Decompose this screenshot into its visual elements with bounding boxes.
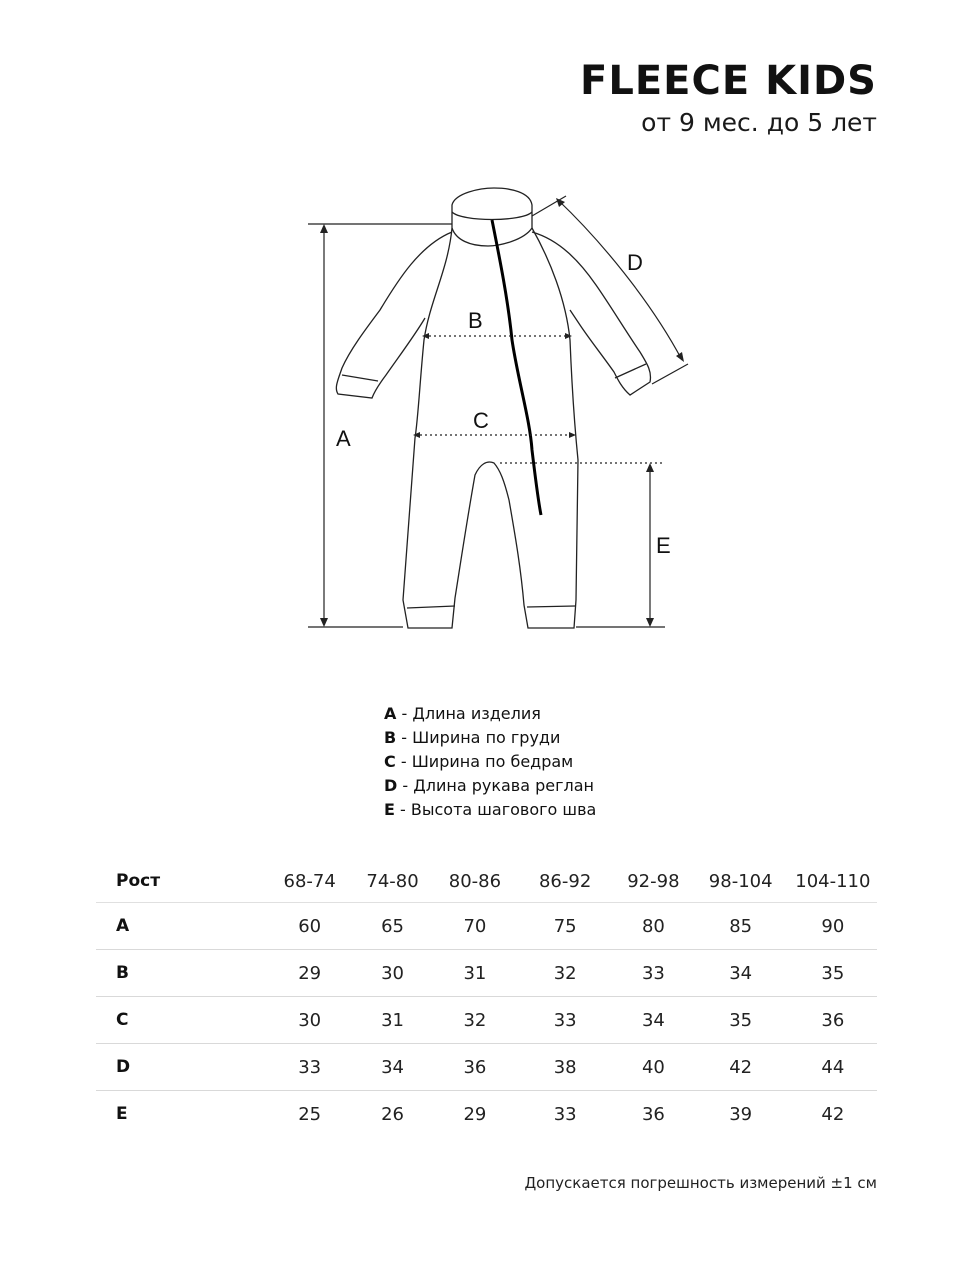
table-cell: 29 (463, 1103, 487, 1125)
jumpsuit-outline (336, 188, 650, 628)
table-cell: 34 (381, 1056, 404, 1078)
table-cell: 32 (553, 962, 577, 984)
size-header: 98-104 (708, 870, 773, 892)
size-header: 80-86 (448, 870, 502, 892)
table-row (96, 950, 877, 997)
measurement-legend (384, 702, 596, 822)
table-cell: 33 (641, 962, 665, 984)
row-label: D (116, 1057, 131, 1077)
table-row (96, 1091, 877, 1137)
tolerance-note: Допускается погрешность измерений ±1 см (524, 1174, 877, 1192)
table-row (96, 1044, 877, 1091)
table-cell: 70 (463, 915, 487, 937)
row-label: B (116, 963, 129, 983)
table-row (96, 903, 877, 950)
size-header: 74-80 (366, 870, 419, 892)
table-cell: 31 (381, 1009, 404, 1031)
table-cell: 35 (821, 962, 845, 984)
size-header: 86-92 (538, 870, 592, 892)
table-cell: 65 (381, 915, 404, 937)
product-title: FLEECE KIDS (580, 58, 877, 104)
label-e: E (656, 533, 671, 558)
size-header: 104-110 (795, 870, 871, 892)
label-a: A (336, 426, 351, 451)
table-cell: 30 (298, 1009, 322, 1031)
table-cell: 26 (381, 1103, 404, 1125)
table-cell: 39 (729, 1103, 753, 1125)
label-b: B (468, 308, 483, 333)
table-cell: 36 (463, 1056, 487, 1078)
d-top-guide (532, 196, 566, 216)
table-cell: 60 (298, 915, 322, 937)
legend-item: B - Ширина по груди (384, 728, 561, 747)
size-header: 68-74 (283, 870, 336, 892)
d-dimension-line (558, 200, 682, 360)
table-cell: 44 (821, 1056, 845, 1078)
legend-item: D - Длина рукава реглан (384, 776, 595, 795)
table-cell: 40 (641, 1056, 665, 1078)
row-label: C (116, 1010, 129, 1030)
table-cell: 35 (729, 1009, 753, 1031)
table-row (96, 997, 877, 1044)
legend-item: E - Высота шагового шва (384, 800, 597, 819)
diagram-labels (336, 250, 671, 558)
table-cell: 36 (821, 1009, 845, 1031)
d-bottom-guide (652, 364, 688, 384)
table-header-row (96, 860, 877, 903)
row-label: E (116, 1104, 128, 1124)
table-cell: 33 (298, 1056, 322, 1078)
label-d: D (627, 250, 643, 275)
height-header: Рост (116, 871, 161, 891)
size-table (96, 860, 877, 1137)
jumpsuit-diagram (0, 170, 973, 650)
table-cell: 30 (381, 962, 404, 984)
table-cell: 34 (729, 962, 753, 984)
table-cell: 34 (641, 1009, 665, 1031)
table-cell: 36 (641, 1103, 665, 1125)
table-cell: 25 (298, 1103, 322, 1125)
table-cell: 85 (729, 915, 753, 937)
size-header: 92-98 (627, 870, 680, 892)
legend-item: C - Ширина по бедрам (384, 752, 574, 771)
age-range-subtitle: от 9 мес. до 5 лет (641, 108, 877, 137)
table-cell: 33 (553, 1103, 577, 1125)
label-c: C (473, 408, 489, 433)
table-cell: 42 (821, 1103, 845, 1125)
table-cell: 31 (463, 962, 487, 984)
table-cell: 75 (553, 915, 577, 937)
table-cell: 38 (553, 1056, 577, 1078)
table-cell: 90 (821, 915, 845, 937)
table-cell: 42 (729, 1056, 753, 1078)
table-cell: 29 (298, 962, 322, 984)
row-label: A (116, 916, 130, 936)
table-cell: 32 (463, 1009, 487, 1031)
legend-item: A - Длина изделия (384, 704, 541, 723)
table-cell: 33 (553, 1009, 577, 1031)
table-cell: 80 (641, 915, 665, 937)
